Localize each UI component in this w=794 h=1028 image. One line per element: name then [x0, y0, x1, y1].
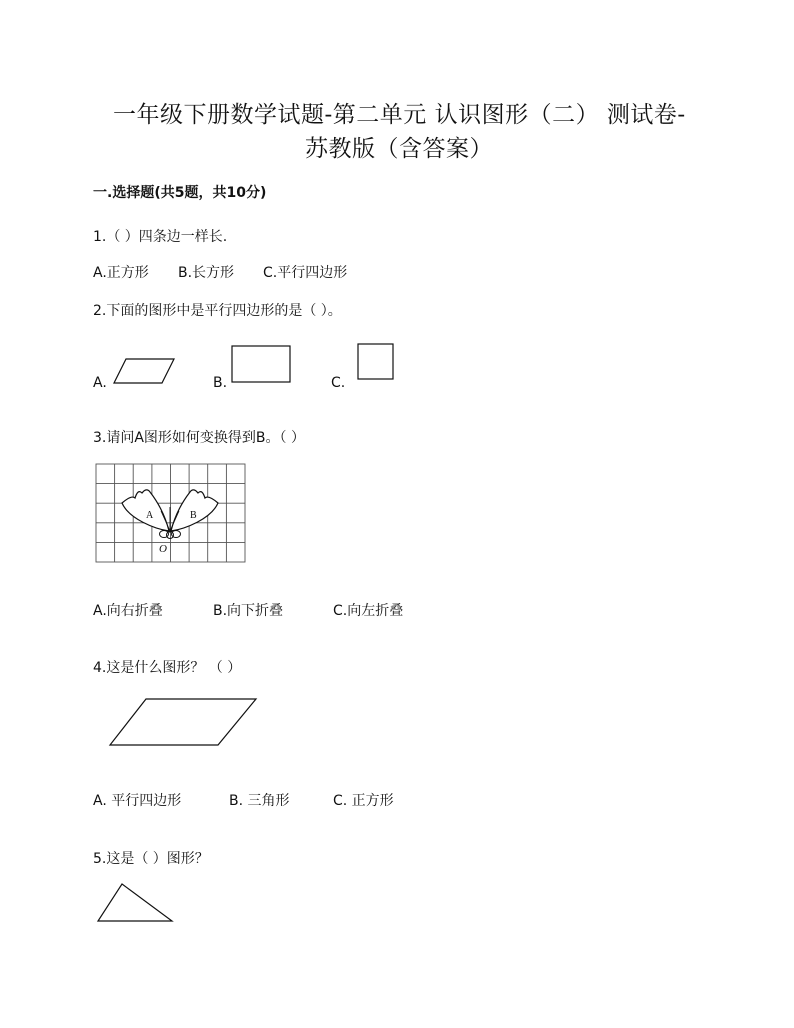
question-2-square-figure [357, 343, 395, 381]
question-4-option-c: C. 正方形 [333, 793, 394, 809]
page-title-line2: 苏教版（含答案） [305, 136, 493, 162]
question-2-stem: 2.下面的图形中是平行四边形的是（ ）。 [93, 303, 342, 319]
figure-label-b: B [190, 510, 197, 521]
question-3-option-a: A.向右折叠 [93, 603, 163, 619]
question-3-option-b: B.向下折叠 [213, 603, 284, 619]
question-4-option-a: A. 平行四边形 [93, 793, 182, 809]
question-3-option-c: C.向左折叠 [333, 603, 404, 619]
question-4-parallelogram-figure [108, 698, 258, 748]
question-5-triangle-figure [96, 882, 174, 924]
question-1-option-b: B.长方形 [178, 265, 235, 281]
question-2-parallelogram-figure [112, 357, 176, 385]
question-1-option-a: A.正方形 [93, 265, 149, 281]
question-1-option-c: C.平行四边形 [263, 265, 348, 281]
question-2-option-a: A. [93, 375, 107, 391]
page-title-line1: 一年级下册数学试题-第二单元 认识图形（二） 测试卷- [113, 102, 686, 128]
question-2-option-c: C. [331, 375, 346, 391]
question-4-stem: 4.这是什么图形？ （ ） [93, 660, 242, 676]
question-5-stem: 5.这是（ ）图形？ [93, 851, 209, 867]
question-2-rectangle-figure [231, 345, 292, 385]
question-1-stem: 1.（ ）四条边一样长. [93, 229, 228, 245]
figure-label-a: A [146, 510, 154, 521]
question-3-stem: 3.请问A图形如何变换得到B。（ ） [93, 430, 305, 446]
question-3-grid-figure [95, 463, 247, 565]
figure-label-o: O [159, 543, 167, 555]
section-heading: 一.选择题(共5题，共10分) [93, 185, 267, 201]
question-2-option-b: B. [213, 375, 228, 391]
question-4-option-b: B. 三角形 [229, 793, 290, 809]
